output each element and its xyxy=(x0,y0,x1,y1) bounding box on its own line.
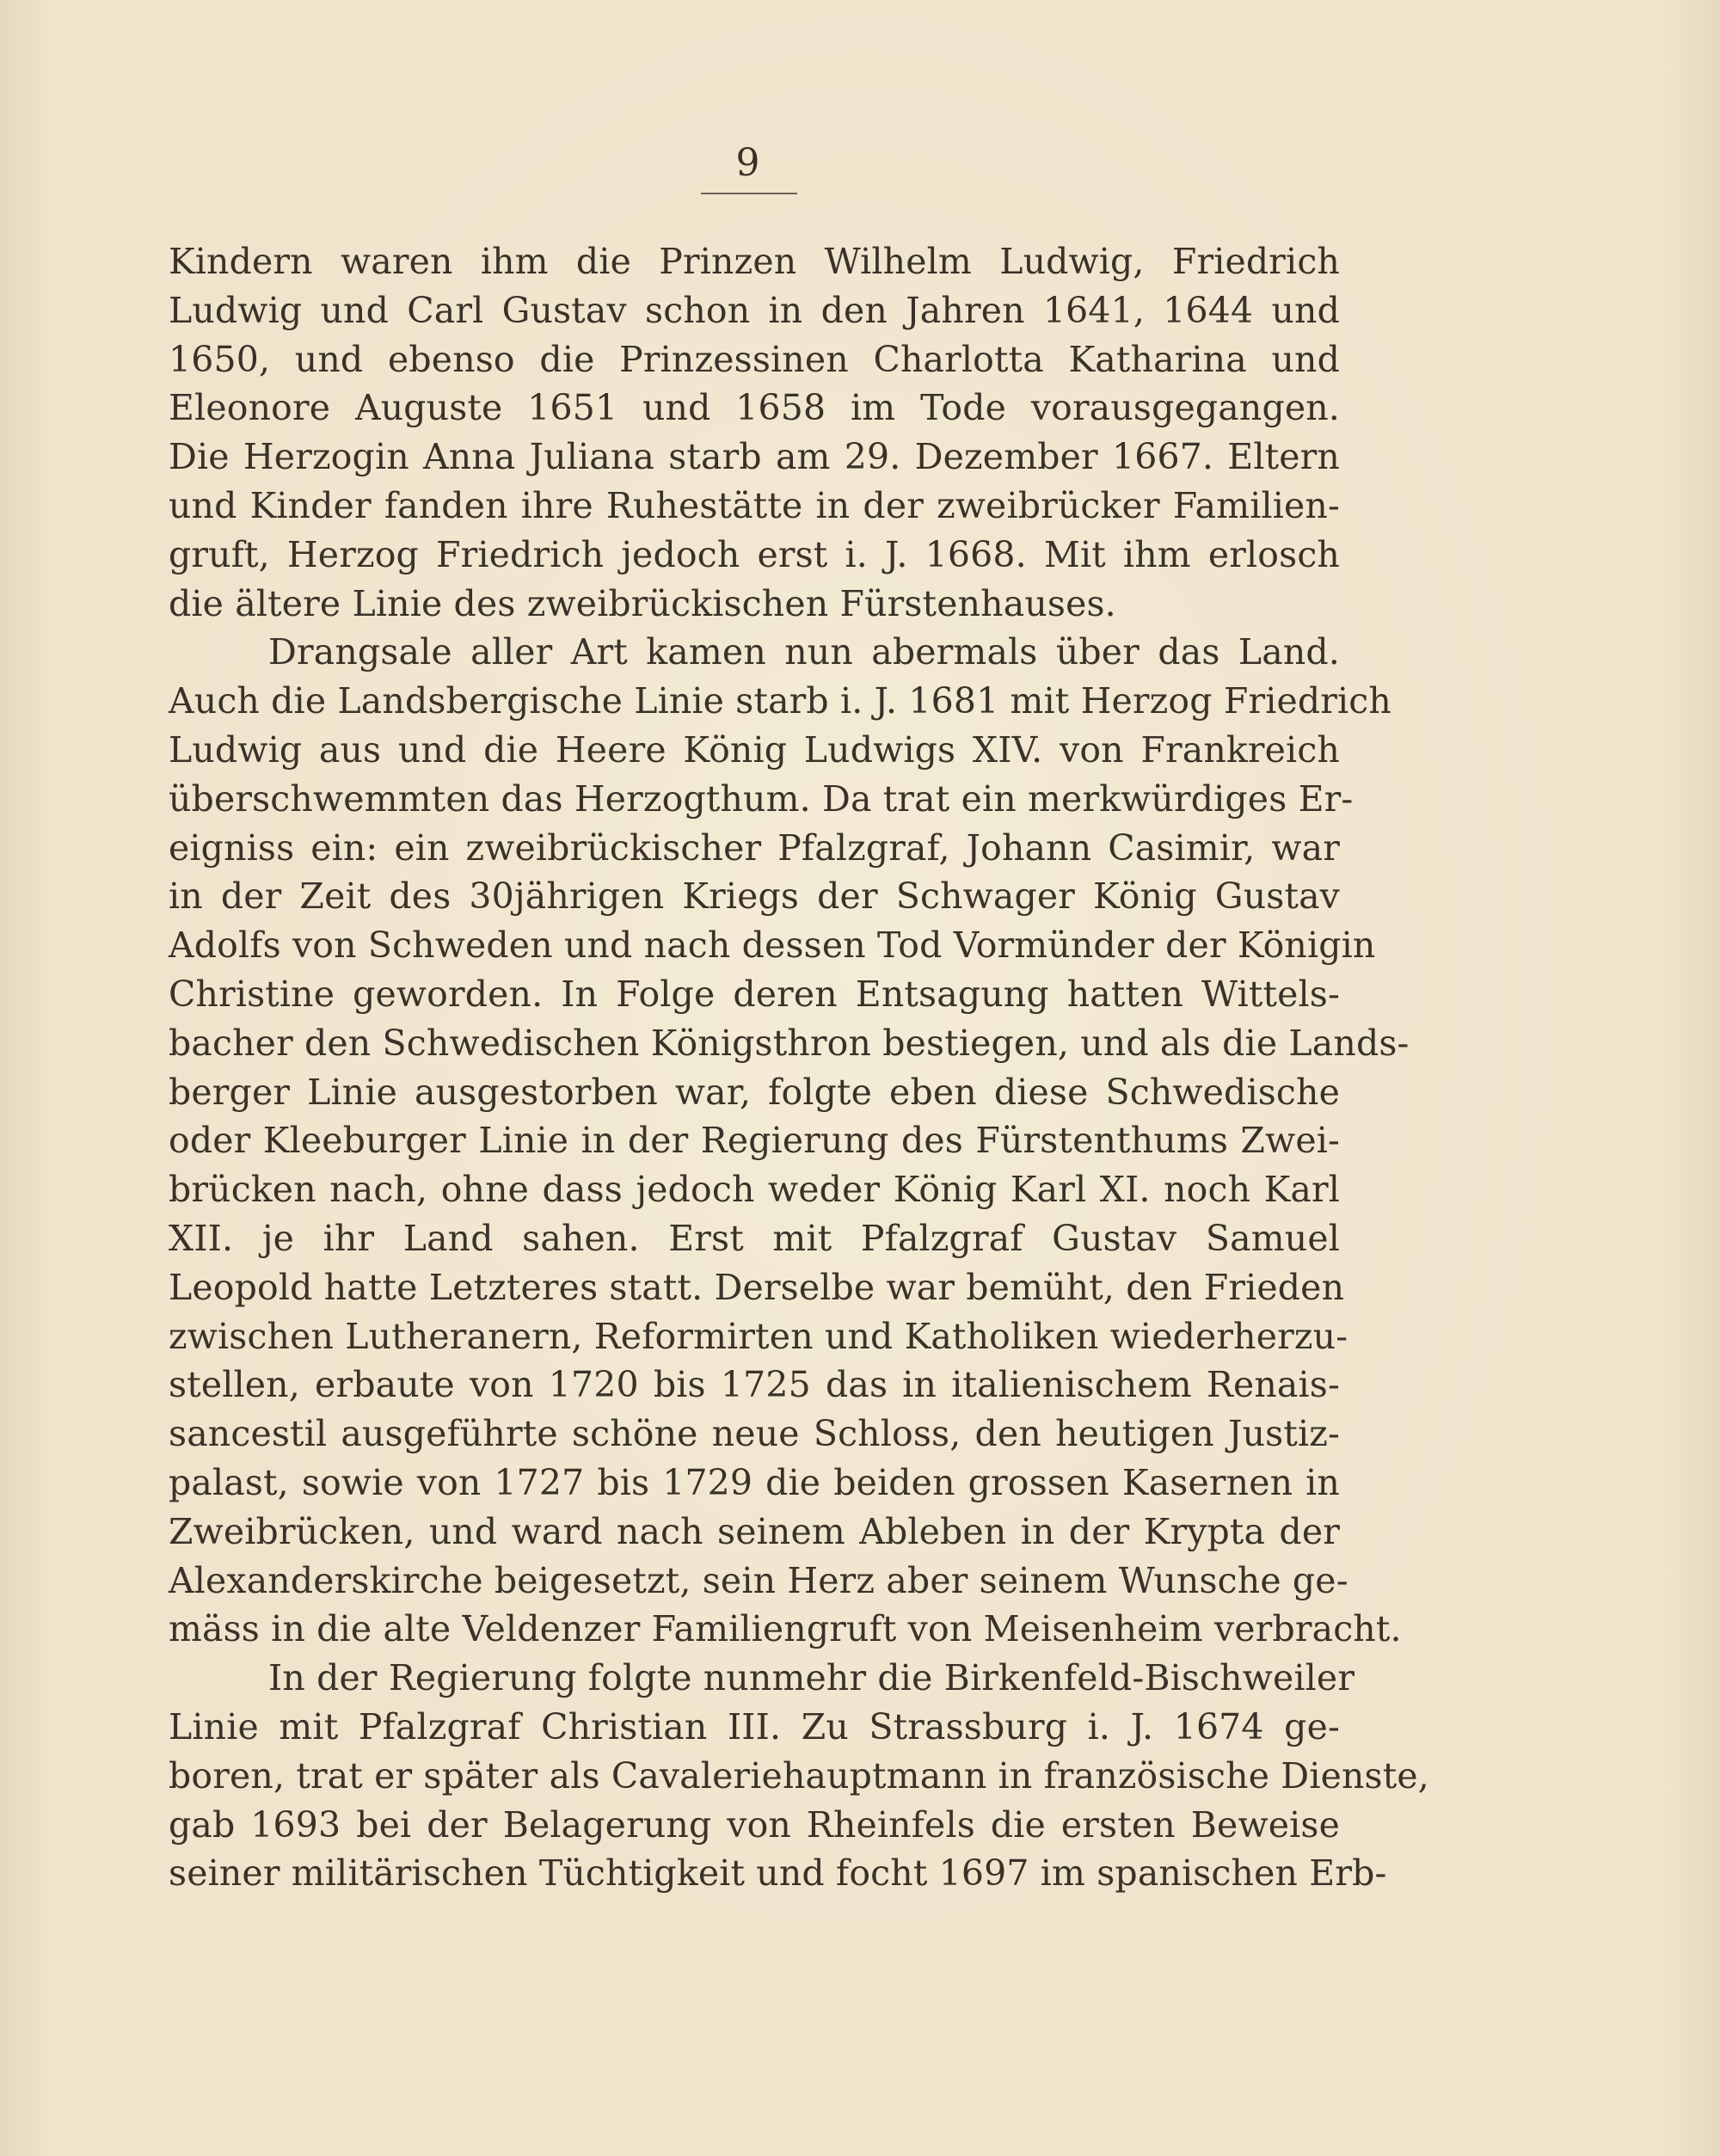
text-line: brücken nach, ohne dass jedoch weder König Karl XI. noch Karl xyxy=(169,1169,1340,1211)
text-line: Zweibrücken, und ward nach seinem Ableben in der Krypta der xyxy=(169,1510,1340,1552)
text-line: Die Herzogin Anna Juliana starb am 29. Dezember 1667. Eltern xyxy=(169,436,1340,478)
text-line: die ältere Linie des zweibrückischen Fürstenhauses. xyxy=(169,582,1116,624)
text-line: bacher den Schwedischen Königsthron bestiegen, und als die Lands- xyxy=(169,1022,1410,1064)
text-line: boren, trat er später als Cavaleriehauptmann in französische Dienste, xyxy=(169,1754,1429,1797)
text-line: oder Kleeburger Linie in der Regierung des Fürstenthums Zwei- xyxy=(169,1120,1340,1162)
text-line: Ludwig und Carl Gustav schon in den Jahren 1641, 1644 und xyxy=(169,289,1340,331)
body-text xyxy=(169,237,1429,1898)
text-line: in der Zeit des 30jährigen Kriegs der Schwager König Gustav xyxy=(169,875,1340,918)
text-line: Drangsale aller Art kamen nun abermals über das Land. xyxy=(268,631,1340,673)
page-number-rule xyxy=(701,193,797,194)
text-line: zwischen Lutheranern, Reformirten und Katholiken wiederherzu- xyxy=(169,1315,1348,1357)
text-line: stellen, erbaute von 1720 bis 1725 das in italienischem Renais- xyxy=(169,1364,1340,1406)
text-line: überschwemmten das Herzogthum. Da trat ein merkwürdiges Er- xyxy=(169,777,1354,820)
page-number: 9 xyxy=(735,141,761,185)
text-line: Alexanderskirche beigesetzt, sein Herz aber seinem Wunsche ge- xyxy=(169,1559,1348,1601)
text-line: Ludwig aus und die Heere König Ludwigs XIV. von Frankreich xyxy=(169,728,1340,771)
text-line: gruft, Herzog Friedrich jedoch erst i. J. 1668. Mit ihm erlosch xyxy=(169,533,1340,575)
text-line: XII. je ihr Land sahen. Erst mit Pfalzgraf Gustav Samuel xyxy=(169,1217,1340,1259)
text-line: berger Linie ausgestorben war, folgte eben diese Schwedische xyxy=(169,1071,1340,1113)
text-line: mäss in die alte Veldenzer Familiengruft von Meisenheim verbracht. xyxy=(169,1608,1402,1650)
text-line: und Kinder fanden ihre Ruhestätte in der zweibrücker Familien- xyxy=(169,484,1340,526)
text-line: 1650, und ebenso die Prinzessinen Charlotta Katharina und xyxy=(169,338,1340,380)
text-line: gab 1693 bei der Belagerung von Rheinfels die ersten Beweise xyxy=(169,1803,1340,1846)
text-line: Leopold hatte Letzteres statt. Derselbe war bemüht, den Frieden xyxy=(169,1266,1345,1308)
text-line: Adolfs von Schweden und nach dessen Tod Vormünder der Königin xyxy=(169,924,1376,967)
text-line: Christine geworden. In Folge deren Entsagung hatten Wittels- xyxy=(169,973,1340,1015)
text-line: Linie mit Pfalzgraf Christian III. Zu Strassburg i. J. 1674 ge- xyxy=(169,1705,1340,1748)
text-line: Eleonore Auguste 1651 und 1658 im Tode vorausgegangen. xyxy=(169,387,1340,429)
text-line: Kindern waren ihm die Prinzen Wilhelm Ludwig, Friedrich xyxy=(169,241,1340,282)
text-line: Auch die Landsbergische Linie starb i. J. 1681 mit Herzog Friedrich xyxy=(169,680,1391,722)
text-line: In der Regierung folgte nunmehr die Birkenfeld-Bischweiler xyxy=(268,1657,1355,1699)
text-line: sancestil ausgeführte schöne neue Schloss, den heutigen Justiz- xyxy=(169,1413,1340,1455)
text-line: seiner militärischen Tüchtigkeit und focht 1697 im spanischen Erb- xyxy=(169,1852,1387,1895)
text-line: eigniss ein: ein zweibrückischer Pfalzgraf, Johann Casimir, war xyxy=(169,826,1340,869)
text-line: palast, sowie von 1727 bis 1729 die beiden grossen Kasernen in xyxy=(169,1461,1340,1503)
